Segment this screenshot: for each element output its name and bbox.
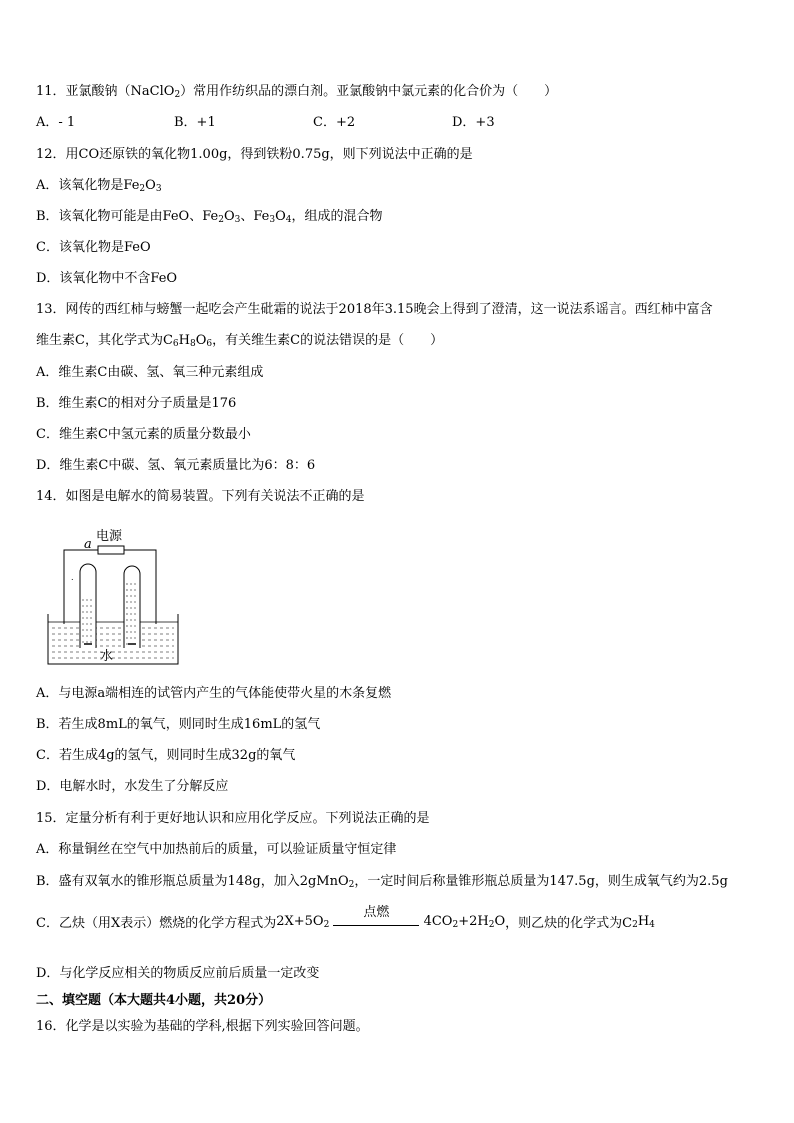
q11-option-d: D．+3 bbox=[452, 115, 495, 130]
q16-stem: 16．化学是以实验为基础的学科,根据下列实验回答问题。 bbox=[36, 1019, 369, 1034]
q15-option-c: C．乙炔（用X表示）燃烧的化学方程式为$2X+5O_2$ 点燃 $4CO_2+2H_2O$，则乙炔的化学式为$C_2H_4$ bbox=[36, 906, 655, 946]
q13-option-b: B．维生素C的相对分子质量是176 bbox=[36, 396, 237, 411]
q11-option-a: A．- 1 bbox=[36, 115, 76, 130]
terminal-a-label: a bbox=[84, 537, 92, 552]
q13-option-c: C．维生素C中氢元素的质量分数最小 bbox=[36, 427, 251, 442]
q14-option-d: D．电解水时，水发生了分解反应 bbox=[36, 779, 229, 794]
reaction-condition: 点燃 bbox=[363, 905, 390, 920]
q14-stem: 14．如图是电解水的简易装置。下列有关说法不正确的是 bbox=[36, 489, 365, 504]
q15-stem: 15．定量分析有利于更好地认识和应用化学反应。下列说法正确的是 bbox=[36, 811, 430, 826]
power-source-box bbox=[98, 546, 124, 554]
svg-text:.: . bbox=[71, 573, 74, 582]
q15-option-a: A．称量铜丝在空气中加热前后的质量，可以验证质量守恒定律 bbox=[36, 842, 397, 857]
electrolysis-apparatus-diagram bbox=[44, 522, 184, 670]
q12-option-c: C．该氧化物是FeO bbox=[36, 240, 151, 255]
q13-option-a: A．维生素C由碳、氢、氧三种元素组成 bbox=[36, 365, 264, 380]
power-source-label: 电源 bbox=[96, 529, 123, 544]
test-tube-right bbox=[124, 566, 140, 648]
q15-option-b: B．盛有双氧水的锥形瓶总质量为148g，加入2gMnO$_2$，一定时间后称量锥形瓶总质量为147.5g，则生成氧气约为2.5g bbox=[36, 874, 728, 890]
q11-options bbox=[36, 115, 556, 131]
combustion-equation-lhs: $2X+5O_2$ bbox=[276, 913, 330, 930]
q13-stem-line1: 13．网传的西红柿与螃蟹一起吃会产生砒霜的说法于2018年3.15晚会上得到了澄清，这一说法系谣言。西红柿中富含 bbox=[36, 302, 713, 317]
q14-option-a: A．与电源a端相连的试管内产生的气体能使带火星的木条复燃 bbox=[36, 686, 392, 701]
q12-option-d: D．该氧化物中不含FeO bbox=[36, 271, 178, 286]
q14-option-b: B．若生成8mL的氧气，则同时生成16mL的氢气 bbox=[36, 717, 321, 732]
section-title-fill-in: 二、填空题（本大题共4小题，共20分） bbox=[36, 993, 272, 1008]
reaction-arrow bbox=[333, 906, 419, 936]
q12-option-a: A．该氧化物是$Fe_2O_3$ bbox=[36, 178, 162, 194]
q12-option-b: B．该氧化物可能是由FeO、$Fe_2O_3$、$Fe_3O_4$，组成的混合物 bbox=[36, 209, 383, 225]
q11-stem: 11．亚氯酸钠（NaClO$_2$）常用作纺织品的漂白剂。亚氯酸钠中氯元素的化合价为（ ） bbox=[36, 84, 558, 100]
combustion-equation-rhs: $4CO_2+2H_2O$ bbox=[423, 913, 506, 930]
q13-stem-line2: 维生素C，其化学式为$C_6H_8O_6$，有关维生素C的说法错误的是（ ） bbox=[36, 333, 444, 349]
water-label: 水 bbox=[100, 649, 114, 664]
q11-option-c: C．+2 bbox=[313, 115, 356, 130]
q11-option-b: B．+1 bbox=[174, 115, 216, 130]
q15-option-d: D．与化学反应相关的物质反应前后质量一定改变 bbox=[36, 966, 320, 981]
q12-stem: 12．用CO还原铁的氧化物1.00g，得到铁粉0.75g，则下列说法中正确的是 bbox=[36, 147, 473, 162]
q13-option-d: D．维生素C中碳、氢、氧元素质量比为6：8：6 bbox=[36, 458, 316, 473]
q14-option-c: C．若生成4g的氢气，则同时生成32g的氧气 bbox=[36, 748, 296, 763]
